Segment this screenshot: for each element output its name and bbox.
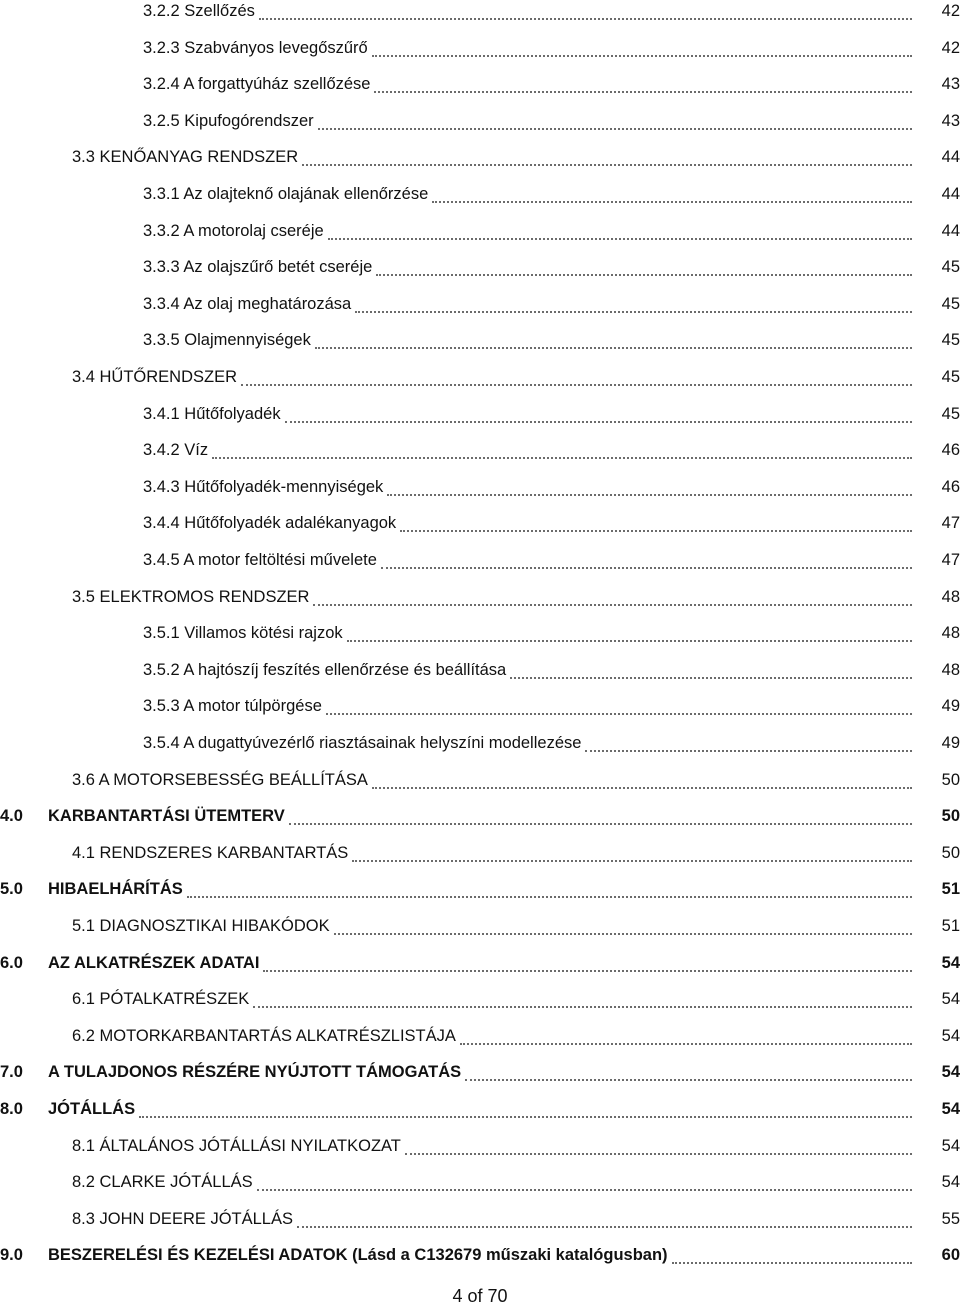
- toc-entry-page: 45: [941, 368, 960, 386]
- toc-entry[interactable]: [0, 907, 960, 937]
- dot-leader: [326, 707, 912, 715]
- toc-entry-title: 3.5.4 A dugattyúvezérlő riasztásainak helyszíni modellezése: [143, 734, 582, 752]
- toc-entry-title: 6.1 PÓTALKATRÉSZEK: [72, 990, 250, 1009]
- toc-entry-number: 5.0: [0, 880, 23, 899]
- toc-entry-title: 6.2 MOTORKARBANTARTÁS ALKATRÉSZLISTÁJA: [72, 1026, 456, 1045]
- toc-entry[interactable]: [0, 1163, 960, 1193]
- toc-entry-title: 3.4.3 Hűtőfolyadék-mennyiségek: [143, 477, 384, 496]
- toc-entry-page: 48: [941, 624, 960, 643]
- toc-entry-title: HIBAELHÁRÍTÁS: [48, 880, 183, 899]
- dot-leader: [315, 341, 912, 349]
- toc-entry-page: 47: [941, 551, 960, 569]
- toc-entry-page: 60: [941, 1246, 960, 1265]
- toc-entry-title: 3.2.5 Kipufogórendszer: [143, 111, 314, 130]
- toc-entry-page: 42: [941, 2, 960, 20]
- dot-leader: [374, 85, 912, 93]
- toc-entry[interactable]: [0, 212, 960, 242]
- dot-leader: [187, 890, 912, 898]
- dot-leader: [289, 817, 912, 825]
- toc-entry-page: 45: [941, 294, 960, 313]
- toc-entry-title: 3.4.4 Hűtőfolyadék adalékanyagok: [143, 514, 397, 533]
- toc-entry[interactable]: [0, 468, 960, 498]
- toc-entry-page: 43: [941, 111, 960, 130]
- toc-entry[interactable]: [0, 395, 960, 425]
- toc-entry-number: 4.0: [0, 807, 23, 826]
- dot-leader: [372, 49, 912, 57]
- toc-entry[interactable]: [0, 504, 960, 534]
- toc-entry-page: 54: [941, 953, 960, 972]
- toc-entry-page: 54: [941, 1136, 960, 1155]
- toc-entry-title: 8.1 ÁLTALÁNOS JÓTÁLLÁSI NYILATKOZAT: [72, 1136, 401, 1155]
- dot-leader: [510, 671, 912, 679]
- toc-entry[interactable]: [0, 1236, 960, 1266]
- toc-entry[interactable]: [0, 761, 960, 791]
- toc-entry-title: 3.4.1 Hűtőfolyadék: [143, 404, 281, 423]
- dot-leader: [241, 378, 912, 386]
- toc-entry-page: 42: [941, 38, 960, 57]
- toc-entry-page: 46: [941, 441, 960, 460]
- toc-entry-title: 5.1 DIAGNOSZTIKAI HIBAKÓDOK: [72, 917, 330, 935]
- toc-entry[interactable]: [0, 834, 960, 864]
- toc-entry[interactable]: [0, 1053, 960, 1083]
- toc-entry-page: 54: [941, 1100, 960, 1118]
- toc-entry-title: 3.3.5 Olajmennyiségek: [143, 331, 311, 350]
- dot-leader: [405, 1147, 912, 1155]
- dot-leader: [253, 1000, 912, 1008]
- toc-entry[interactable]: [0, 797, 960, 827]
- toc-entry[interactable]: [0, 248, 960, 278]
- toc-entry[interactable]: [0, 1200, 960, 1230]
- toc-entry[interactable]: [0, 1090, 960, 1120]
- toc-entry-number: 9.0: [0, 1246, 23, 1265]
- dot-leader: [259, 12, 912, 20]
- toc-entry[interactable]: [0, 541, 960, 571]
- dot-leader: [387, 488, 912, 496]
- toc-entry-title: AZ ALKATRÉSZEK ADATAI: [48, 953, 260, 972]
- dot-leader: [257, 1183, 912, 1191]
- dot-leader: [212, 451, 912, 459]
- toc-entry[interactable]: [0, 651, 960, 681]
- dot-leader: [328, 232, 912, 240]
- toc-entry-page: 47: [941, 514, 960, 533]
- dot-leader: [460, 1037, 912, 1045]
- toc-entry-page: 45: [941, 258, 960, 277]
- toc-entry[interactable]: [0, 65, 960, 95]
- toc-entry[interactable]: [0, 1127, 960, 1157]
- dot-leader: [355, 305, 912, 313]
- toc-entry-title: 3.2.4 A forgattyúház szellőzése: [143, 75, 371, 94]
- toc-entry-number: 7.0: [0, 1063, 23, 1082]
- toc-entry-page: 44: [941, 148, 960, 167]
- toc-entry-title: 3.4.5 A motor feltöltési művelete: [143, 551, 377, 569]
- toc-entry-title: JÓTÁLLÁS: [48, 1100, 136, 1118]
- toc-entry[interactable]: [0, 870, 960, 900]
- toc-entry-page: 48: [941, 660, 960, 679]
- toc-entry-title: 3.2.3 Szabványos levegőszűrő: [143, 38, 368, 57]
- toc-entry-title: 3.3.4 Az olaj meghatározása: [143, 294, 352, 313]
- dot-leader: [302, 158, 912, 166]
- toc-entry-page: 43: [941, 75, 960, 94]
- toc-entry-title: 3.3 KENŐANYAG RENDSZER: [72, 148, 299, 167]
- toc-entry-page: 54: [941, 1173, 960, 1192]
- toc-entry-title: 4.1 RENDSZERES KARBANTARTÁS: [72, 843, 349, 862]
- toc-entry[interactable]: [0, 138, 960, 168]
- toc-entry-page: 50: [941, 807, 960, 826]
- toc-entry-page: 50: [941, 843, 960, 862]
- dot-leader: [381, 561, 912, 569]
- toc-entry-title: KARBANTARTÁSI ÜTEMTERV: [48, 807, 285, 826]
- toc-entry-page: 44: [941, 185, 960, 203]
- toc-entry-page: 44: [941, 221, 960, 240]
- toc-entry[interactable]: [0, 724, 960, 754]
- toc-entry-page: 46: [941, 477, 960, 496]
- dot-leader: [285, 415, 912, 423]
- toc-entry-title: 3.5.3 A motor túlpörgése: [143, 697, 322, 716]
- toc-entry[interactable]: [0, 285, 960, 315]
- toc-entry[interactable]: [0, 578, 960, 608]
- toc-entry[interactable]: [0, 944, 960, 974]
- dot-leader: [585, 744, 912, 752]
- toc-entry[interactable]: [0, 29, 960, 59]
- toc-entry-page: 54: [941, 1026, 960, 1045]
- dot-leader: [672, 1256, 912, 1264]
- toc-entry-page: 55: [941, 1209, 960, 1228]
- toc-entry-page: 45: [941, 404, 960, 423]
- toc-entry-page: 45: [941, 331, 960, 350]
- dot-leader: [313, 598, 912, 606]
- toc-entry-title: 3.4.2 Víz: [143, 441, 209, 460]
- toc-entry[interactable]: [0, 0, 960, 22]
- toc-entry-title: 3.6 A MOTORSEBESSÉG BEÁLLÍTÁSA: [72, 770, 368, 789]
- toc-entry-title: 3.2.2 Szellőzés: [143, 2, 255, 20]
- dot-leader: [347, 634, 912, 642]
- toc-entry-title: 3.5.2 A hajtószíj feszítés ellenőrzése és beállítása: [143, 660, 507, 679]
- toc-entry[interactable]: [0, 1017, 960, 1047]
- toc-entry-number: 6.0: [0, 953, 23, 972]
- toc-entry-title: 3.5 ELEKTROMOS RENDSZER: [72, 587, 310, 606]
- toc-entry[interactable]: [0, 614, 960, 644]
- dot-leader: [400, 524, 912, 532]
- toc-entry-title: 3.4 HŰTŐRENDSZER: [72, 368, 238, 386]
- toc-entry-number: 8.0: [0, 1100, 23, 1118]
- toc-entry-page: 54: [941, 990, 960, 1009]
- toc-entry-page: 49: [941, 697, 960, 716]
- dot-leader: [432, 195, 912, 203]
- toc-entry-page: 50: [941, 770, 960, 789]
- toc-entry-page: 54: [941, 1063, 960, 1082]
- toc-entry-title: 8.3 JOHN DEERE JÓTÁLLÁS: [72, 1209, 293, 1228]
- dot-leader: [318, 122, 912, 130]
- page-indicator: 4 of 70: [452, 1286, 508, 1306]
- toc-entry[interactable]: [0, 321, 960, 351]
- toc-entry-title: 8.2 CLARKE JÓTÁLLÁS: [72, 1173, 253, 1192]
- dot-leader: [139, 1110, 912, 1118]
- toc-entry[interactable]: [0, 102, 960, 132]
- dot-leader: [297, 1220, 912, 1228]
- toc-entry-title: 3.3.3 Az olajszűrő betét cseréje: [143, 258, 373, 277]
- dot-leader: [372, 781, 912, 789]
- toc-entry[interactable]: [0, 687, 960, 717]
- toc-entry-page: 51: [941, 880, 960, 899]
- toc-entry-title: 3.5.1 Villamos kötési rajzok: [143, 624, 343, 643]
- toc-entry-page: 48: [941, 587, 960, 606]
- toc-entry[interactable]: [0, 980, 960, 1010]
- dot-leader: [263, 964, 912, 972]
- toc-entry[interactable]: [0, 358, 960, 388]
- toc-entry-title: BESZERELÉSI ÉS KEZELÉSI ADATOK (Lásd a C132679 műszaki katalógusban): [48, 1246, 668, 1265]
- dot-leader: [352, 854, 912, 862]
- dot-leader: [376, 268, 912, 276]
- toc-entry-page: 49: [941, 734, 960, 752]
- toc-entry[interactable]: [0, 175, 960, 205]
- dot-leader: [465, 1073, 912, 1081]
- dot-leader: [334, 927, 912, 935]
- toc-entry-title: 3.3.2 A motorolaj cseréje: [143, 221, 324, 240]
- toc-entry-title: A TULAJDONOS RÉSZÉRE NYÚJTOTT TÁMOGATÁS: [48, 1063, 462, 1082]
- toc-entry-title: 3.3.1 Az olajteknő olajának ellenőrzése: [143, 185, 429, 203]
- toc-entry-page: 51: [941, 917, 960, 935]
- toc-entry[interactable]: [0, 431, 960, 461]
